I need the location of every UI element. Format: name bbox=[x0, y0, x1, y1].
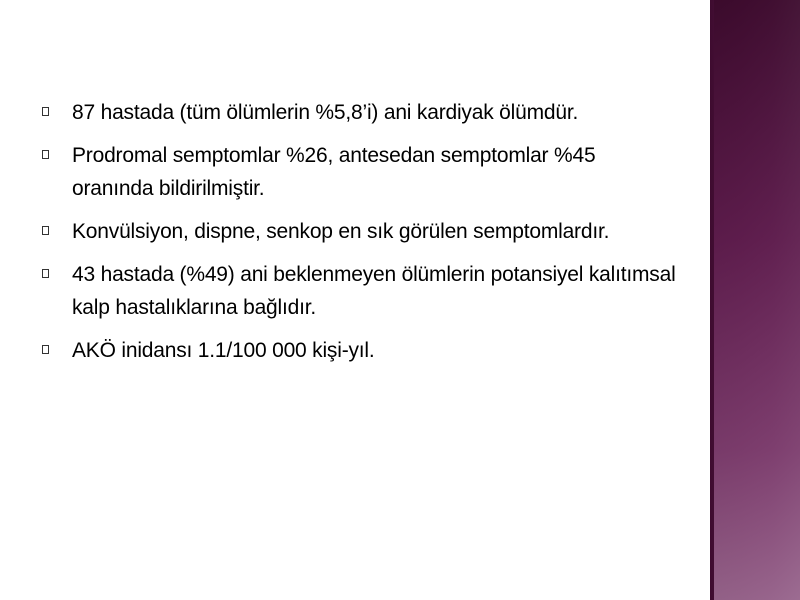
decorative-side-band-gradient bbox=[714, 0, 800, 600]
bullet-marker-icon bbox=[42, 345, 49, 354]
bullet-list bbox=[42, 96, 682, 377]
bullet-item-4 bbox=[42, 258, 682, 324]
bullet-marker-icon bbox=[42, 269, 49, 278]
bullet-text-1: 87 hastada (tüm ölümlerin %5,8’i) ani kardiyak ölümdür. bbox=[72, 101, 579, 124]
bullet-text-4: 43 hastada (%49) ani beklenmeyen ölümlerin potansiyel kalıtımsal kalp hastalıklarına bağlıdır. bbox=[72, 263, 676, 319]
bullet-marker-icon bbox=[42, 226, 49, 235]
bullet-text-3: Konvülsiyon, dispne, senkop en sık görülen semptomlardır. bbox=[72, 220, 610, 243]
bullet-text-5: AKÖ inidansı 1.1/100 000 kişi-yıl. bbox=[72, 339, 375, 362]
bullet-item-3 bbox=[42, 215, 682, 248]
decorative-side-band bbox=[710, 0, 800, 600]
bullet-text-2: Prodromal semptomlar %26, antesedan semptomlar %45 oranında bildirilmiştir. bbox=[72, 144, 596, 200]
bullet-item-5 bbox=[42, 334, 682, 367]
bullet-marker-icon bbox=[42, 107, 49, 116]
bullet-item-1 bbox=[42, 96, 682, 129]
bullet-marker-icon bbox=[42, 150, 49, 159]
bullet-item-2 bbox=[42, 139, 682, 205]
